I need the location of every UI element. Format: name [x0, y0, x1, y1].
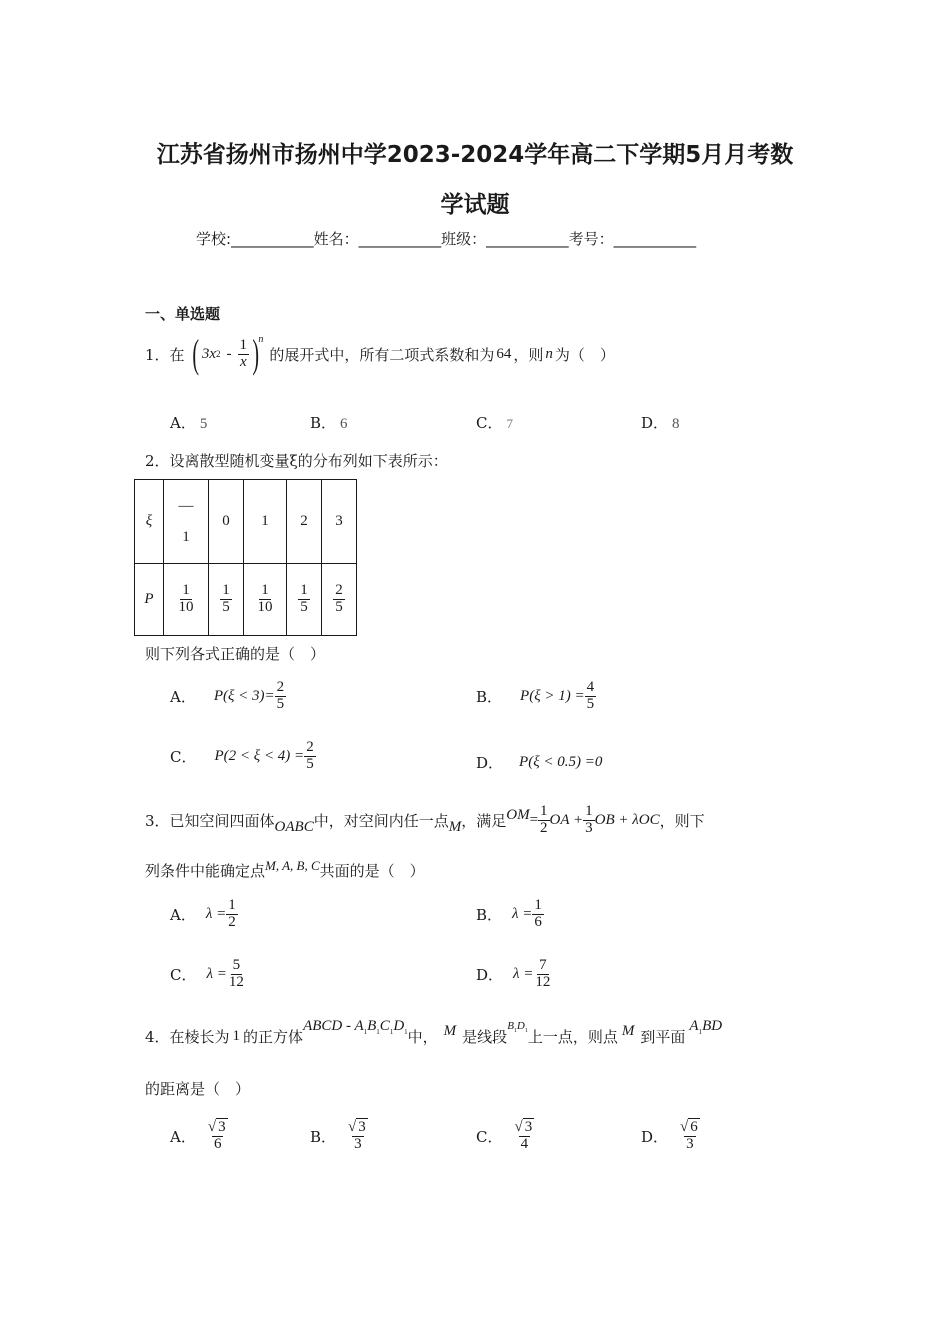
number-blank[interactable]: ___________	[613, 230, 697, 248]
q4-option-b[interactable]: B． $\frac{√ 3}{3}$	[310, 1118, 366, 1152]
q3-option-d[interactable]: D． λ = $\frac{7}{12}$	[476, 956, 551, 990]
name-blank[interactable]: ___________	[358, 230, 442, 248]
question-3-stem: 3．已知空间四面体 OABC 中，对空间内任一点 M ，满足 OM = $\frac{1}{2}$ OA + $\frac{1}{3}$ OB + λOC ，则下	[145, 802, 705, 836]
q1-text3: 为（ ）	[554, 345, 615, 364]
name-label: 姓名：	[313, 230, 359, 248]
q4-option-d[interactable]: D． $\frac{√ 6}{3}$	[641, 1118, 698, 1152]
q1-val: 64	[496, 345, 512, 362]
q4-seg: $B_1D_1$	[507, 1019, 528, 1035]
q3-option-b[interactable]: B． λ = $\frac{1}{6}$	[476, 896, 542, 930]
class-blank[interactable]: ___________	[486, 230, 569, 248]
q3-frac1: $\frac{1}{2}$	[540, 802, 548, 836]
q1-option-c[interactable]: C． 7	[476, 414, 513, 432]
q3-m: M	[448, 818, 462, 835]
page-title-line1: 江苏省扬州市扬州中学2023-2024学年高二下学期5月月考数	[156, 142, 794, 168]
q1-fraction	[238, 338, 250, 371]
table-cell-3: 3	[322, 480, 357, 564]
q3-oabc: OABC	[274, 818, 314, 835]
question-2-stem: 2．设离散型随机变量ξ的分布列如下表所示：	[145, 452, 448, 470]
table-p-1: $\frac{1}{10}$	[164, 564, 209, 636]
table-cell-neg1: — 1	[164, 480, 209, 564]
q1-number: 1．在	[145, 345, 185, 364]
question-4-stem: 4．在棱长为 1 的正方体 ABCD - $A_1B_1C_1D_1$ 中， M 是线段 $B_1D_1$ 上一点，则点 M 到平面 $A_1BD$	[145, 1018, 723, 1046]
q2-option-a[interactable]: A． P(ξ < 3)= $\frac{2}{5}$	[170, 678, 285, 712]
q1-option-b[interactable]: B． 6	[310, 414, 348, 432]
q1-text2: ，则	[513, 345, 544, 364]
question-2-after: 则下列各式正确的是（ ）	[145, 645, 326, 663]
class-label: 班级：	[441, 230, 487, 248]
distribution-table	[134, 479, 357, 636]
q4-plane: $A_1BD$	[689, 1018, 723, 1036]
q1-var: n	[545, 345, 553, 362]
q3-om: OM	[506, 806, 530, 823]
q2-option-d[interactable]: D． P(ξ < 0.5) =0	[476, 753, 603, 772]
table-head-xi: ξ	[135, 480, 164, 564]
table-cell-0: 0	[209, 480, 244, 564]
q4-option-a[interactable]: A． $\frac{√ 3}{6}$	[170, 1118, 226, 1152]
q4-m: M	[443, 1022, 457, 1039]
table-p-4: $\frac{1}{5}$	[287, 564, 322, 636]
school-blank[interactable]: ___________	[231, 230, 314, 248]
q3-frac2: $\frac{1}{3}$	[585, 802, 593, 836]
q1-sup: 2	[216, 349, 221, 359]
q4-m2: M	[621, 1022, 635, 1039]
table-p-3: $\frac{1}{10}$	[244, 564, 287, 636]
right-paren: )	[252, 331, 260, 376]
table-cell-1: 1	[244, 480, 287, 564]
q1-option-d[interactable]: D． 8	[641, 414, 680, 432]
question-1-stem	[145, 332, 615, 376]
q1-minus: -	[226, 345, 232, 362]
q1-frac-num: 1	[239, 336, 248, 353]
student-info-line	[196, 228, 696, 249]
q2-option-c[interactable]: C． P(2 < ξ < 4) = $\frac{2}{5}$	[170, 738, 314, 772]
table-head-p: P	[135, 564, 164, 636]
q1-expression	[189, 331, 264, 376]
table-p-2: $\frac{1}{5}$	[209, 564, 244, 636]
table-p-5: $\frac{2}{5}$	[322, 564, 357, 636]
q4-option-c[interactable]: C． $\frac{√ 3}{4}$	[476, 1118, 533, 1152]
q4-cube: ABCD - $A_1B_1C_1D_1$	[303, 1018, 408, 1036]
q1-option-a[interactable]: A． 5	[170, 414, 208, 432]
q1-base: 3x	[201, 345, 217, 362]
question-3-line2: 列条件中能确定点M, A, B, C共面的是（ ）	[145, 858, 425, 880]
q1-text1: 的展开式中，所有二项式系数和为	[269, 345, 495, 364]
number-label: 考号：	[568, 230, 614, 248]
q2-option-b[interactable]: B． P(ξ > 1) = $\frac{4}{5}$	[476, 678, 595, 712]
section-title: 一、单选题	[145, 305, 221, 323]
q1-exp: n	[258, 334, 264, 345]
school-label: 学校:	[196, 230, 232, 248]
q3-option-c[interactable]: C． λ = $\frac{5}{12}$	[170, 956, 244, 990]
left-paren: (	[191, 331, 199, 376]
table-cell-2: 2	[287, 480, 322, 564]
page-title-line2: 学试题	[440, 192, 510, 218]
q3-option-a[interactable]: A． λ = $\frac{1}{2}$	[170, 896, 236, 930]
q1-frac-den: x	[239, 353, 247, 370]
question-4-line2: 的距离是（ ）	[145, 1080, 251, 1098]
